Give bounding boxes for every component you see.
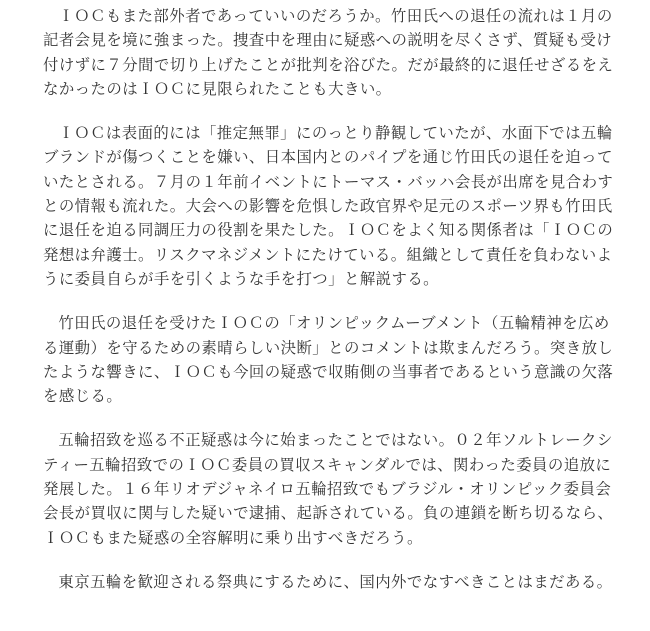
article-paragraph: 五輪招致を巡る不正疑惑は今に始まったことではない。０２年ソルトレークシティー五輪招致でのＩＯＣ委員の買収スキャンダルでは、関わった委員の追放に発展した。１６年リオデジャネイロ五輪招致でもブラジル・オリンピック委員会会長が買収に関与した疑いで逮捕、起訴されている。負の連鎖を断ち切るなら、ＩＯＣもまた疑惑の全容解明に乗り出すべきだろう。 bbox=[43, 431, 614, 547]
article-paragraph: ＩＯＣもまた部外者であっていいのだろうか。竹田氏への退任の流れは１月の記者会見を境に強まった。捜査中を理由に疑惑への説明を尽くさず、質疑も受け付けずに７分間で切り上げたことが批判を浴びた。だが最終的に退任せざるをえなかったのはＩＯＣに見限られたことも大きい。 bbox=[43, 7, 614, 98]
article-paragraph: 東京五輪を歓迎される祭典にするために、国内外でなすべきことはまだある。 bbox=[58, 572, 613, 591]
article-paragraph: ＩＯＣは表面的には「推定無罪」にのっとり静観していたが、水面下では五輪ブランドが傷つくことを嫌い、日本国内とのパイプを通じ竹田氏の退任を迫っていたとされる。７月の１年前イベントにトーマス・バッハ会長が出席を見合わすとの情報も流れた。大会への影響を危惧した政官界や足元のスポーツ界も竹田氏に退任を迫る同調圧力の役割を果たした。ＩＯＣをよく知る関係者は「ＩＯＣの発想は弁護士。リスクマネジメントにたけている。組織として責任を負わないように委員自らが手を引くような手を打つ」と解説する。 bbox=[43, 124, 614, 288]
article-paragraph: 竹田氏の退任を受けたＩＯＣの「オリンピックムーブメント（五輪精神を広める運動）を守るための素晴らしい決断」とのコメントは欺まんだろう。突き放したような響きに、ＩＯＣも今回の疑惑で収賄側の当事者であるという意識の欠落を感じる。 bbox=[43, 314, 614, 406]
article-body bbox=[43, 4, 615, 614]
